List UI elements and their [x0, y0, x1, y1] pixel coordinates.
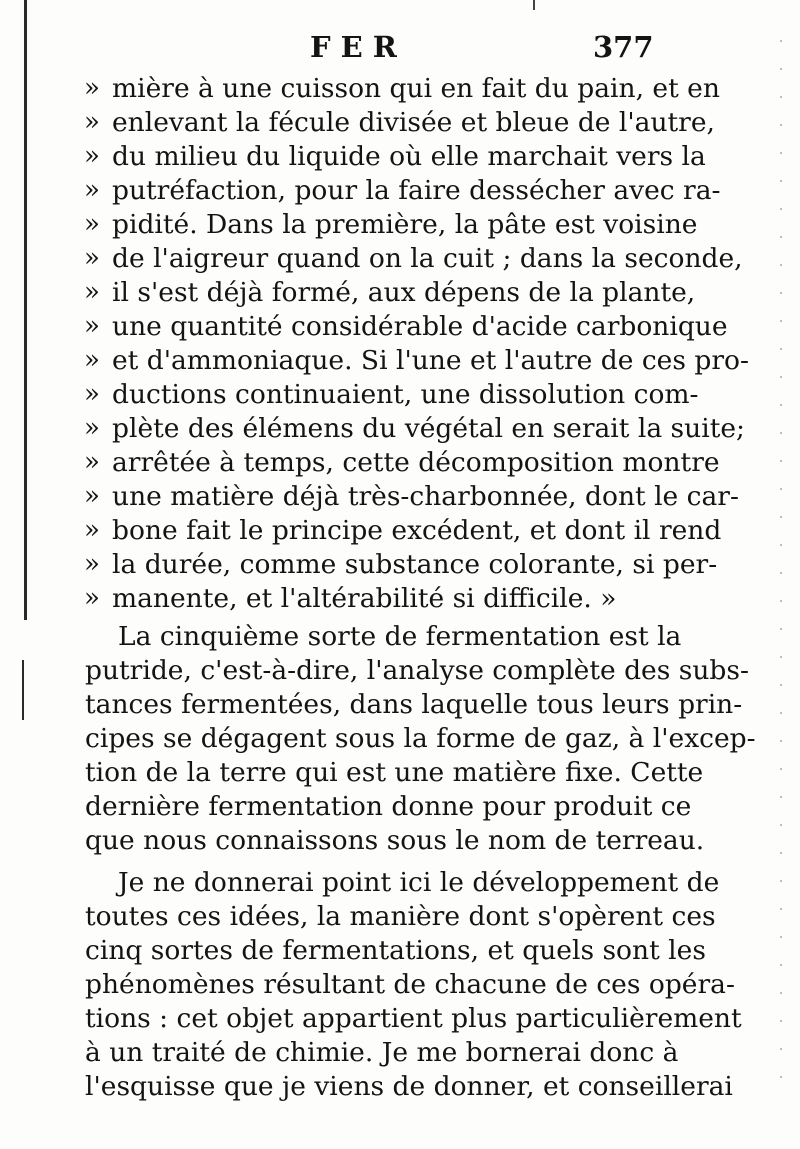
quote-line-text: bone fait le principe excédent, et dont il rend — [112, 515, 722, 546]
paragraph-line: tion de la terre qui est une matière fixe. Cette — [85, 757, 704, 788]
quote-mark: » — [84, 277, 100, 307]
top-edge-mark — [533, 0, 535, 10]
paragraph-line: dernière fermentation donne pour produit ce — [85, 791, 692, 822]
quote-line-text: manente, et l'altérabilité si difficile. » — [112, 583, 617, 614]
quote-line — [0, 140, 800, 173]
quote-mark: » — [84, 447, 100, 477]
quote-line — [0, 276, 800, 309]
quote-line-text: la durée, comme substance colorante, si per- — [112, 549, 718, 580]
paragraph-line: cinq sortes de fermentations, et quels sont les — [85, 935, 706, 966]
quote-mark: » — [84, 549, 100, 579]
paragraph-line: phénomènes résultant de chacune de ces opéra- — [85, 969, 735, 1000]
paragraph-line: toutes ces idées, la manière dont s'opèrent ces — [85, 901, 716, 932]
quote-line — [0, 174, 800, 207]
quote-line-text: arrêtée à temps, cette décomposition montre — [112, 447, 720, 478]
page-header — [0, 30, 800, 70]
quote-line — [0, 378, 800, 411]
quote-line-text: ductions continuaient, une dissolution com- — [112, 379, 699, 410]
quote-line — [0, 514, 800, 547]
quote-mark: » — [84, 379, 100, 409]
paragraph-line: tances fermentées, dans laquelle tous leurs prin- — [85, 689, 743, 720]
quote-line-text: enlevant la fécule divisée et bleue de l'autre, — [112, 107, 715, 138]
running-head: FER — [310, 30, 407, 64]
quote-line-text: il s'est déjà formé, aux dépens de la plante, — [112, 277, 696, 308]
quote-line — [0, 106, 800, 139]
quote-line — [0, 582, 800, 615]
quote-line — [0, 548, 800, 581]
paragraph-line: à un traité de chimie. Je me bornerai donc à — [85, 1037, 679, 1068]
quote-line-text: pidité. Dans la première, la pâte est voisine — [112, 209, 698, 240]
page-left-edge-mark — [22, 660, 24, 720]
quote-line — [0, 480, 800, 513]
quote-line — [0, 72, 800, 105]
quote-line-text: et d'ammoniaque. Si l'une et l'autre de ces pro- — [112, 345, 749, 376]
paragraph-line: cipes se dégagent sous la forme de gaz, à l'excep- — [85, 723, 756, 754]
quote-mark: » — [84, 107, 100, 137]
page-number: 377 — [593, 30, 654, 64]
paragraph-line: La cinquième sorte de fermentation est la — [118, 621, 682, 652]
paragraph-line: Je ne donnerai point ici le développement de — [118, 867, 720, 898]
quote-line — [0, 310, 800, 343]
quote-mark: » — [84, 583, 100, 613]
paragraph-line: que nous connaissons sous le nom de terreau. — [85, 825, 705, 856]
paragraph-line: tions : cet objet appartient plus particulièrement — [85, 1003, 742, 1034]
quote-line — [0, 446, 800, 479]
quote-mark: » — [84, 413, 100, 443]
quote-mark: » — [84, 345, 100, 375]
quote-mark: » — [84, 141, 100, 171]
quote-mark: » — [84, 515, 100, 545]
paragraph-line: putride, c'est-à-dire, l'analyse complète des subs- — [85, 655, 749, 686]
paragraph-line: l'esquisse que je viens de donner, et conseillerai — [85, 1071, 733, 1102]
quote-line-text: une quantité considérable d'acide carbonique — [112, 311, 728, 342]
quote-line-text: mière à une cuisson qui en fait du pain, et en — [112, 73, 720, 104]
quote-mark: » — [84, 481, 100, 511]
quote-mark: » — [84, 175, 100, 205]
quote-line — [0, 242, 800, 275]
quote-line — [0, 412, 800, 445]
quote-mark: » — [84, 209, 100, 239]
quote-mark: » — [84, 311, 100, 341]
quote-line — [0, 344, 800, 377]
quote-mark: » — [84, 243, 100, 273]
quote-line-text: une matière déjà très-charbonnée, dont le car- — [112, 481, 739, 512]
quote-line-text: du milieu du liquide où elle marchait vers la — [112, 141, 706, 172]
quote-line-text: putréfaction, pour la faire dessécher avec ra- — [112, 175, 721, 206]
quote-mark: » — [84, 73, 100, 103]
quote-line-text: de l'aigreur quand on la cuit ; dans la seconde, — [112, 243, 743, 274]
quote-line-text: plète des élémens du végétal en serait la suite; — [112, 413, 745, 444]
quote-line — [0, 208, 800, 241]
